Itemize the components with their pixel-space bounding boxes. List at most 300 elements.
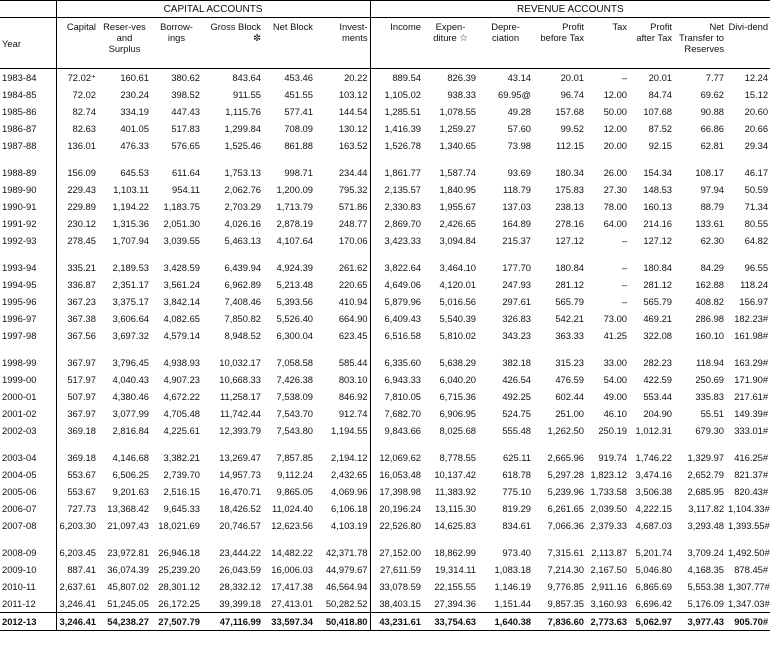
cell-expenditure: 1,587.74 <box>439 167 477 178</box>
cell-profit-before-tax: 7,836.60 <box>533 613 586 631</box>
cell-tax: – <box>621 235 628 246</box>
cell-depreciation: 973.40 <box>502 547 532 558</box>
cell-profit-after-tax: 87.52 <box>648 123 673 134</box>
cell-expenditure: 938.33 <box>447 89 477 100</box>
cell-depreciation: 618.78 <box>502 469 532 480</box>
cell-capital: 367.97 <box>56 354 98 371</box>
cell-net-block: 9,865.05 <box>276 486 313 497</box>
table-row <box>0 422 770 439</box>
cell-reserves: 51,245.05 <box>107 598 149 609</box>
cell-profit-before-tax: 542.21 <box>555 313 585 324</box>
cell-profit-after-tax: 148.53 <box>643 184 673 195</box>
cell-depreciation: 555.48 <box>502 425 532 436</box>
cell-net-transfer: 62.81 <box>700 140 725 151</box>
cell-dividend: 905.70# <box>726 613 770 631</box>
cell-reserves: 9,201.63 <box>112 486 149 497</box>
cell-reserves: 13,368.42 <box>107 503 149 514</box>
cell-net-transfer: 2,685.95 <box>687 486 725 497</box>
cell-reserves: 23,972.81 <box>107 547 149 558</box>
cell-profit-after-tax: 160.13 <box>643 201 673 212</box>
col-dividend: Divi-dend <box>726 18 770 69</box>
cell-net-block: 451.55 <box>284 89 313 100</box>
cell-year: 2008-09 <box>2 547 37 558</box>
cell-borrowings: 3,842.14 <box>163 296 200 307</box>
cell-dividend: 171.90# <box>734 374 769 385</box>
cell-net-block: 7,058.58 <box>276 357 313 368</box>
cell-expenditure: 3,094.84 <box>439 235 477 246</box>
cell-depreciation: 1,083.18 <box>494 564 532 575</box>
cell-profit-before-tax: 9,857.35 <box>547 598 585 609</box>
cell-profit-before-tax: 281.12 <box>555 279 585 290</box>
cell-year: 1993-94 <box>2 262 37 273</box>
cell-income: 2,869.70 <box>384 218 422 229</box>
cell-reserves: 160.61 <box>120 72 149 83</box>
cell-investments: 803.10 <box>315 371 370 388</box>
cell-net-block: 4,107.64 <box>276 235 313 246</box>
cell-profit-before-tax: 180.84 <box>555 262 585 273</box>
cell-income: 2,135.57 <box>384 184 422 195</box>
cell-capital: 278.45 <box>56 232 98 249</box>
cell-gross-block: 7,408.46 <box>224 296 261 307</box>
cell-tax: 49.00 <box>603 391 628 402</box>
cell-investments: 4,069.96 <box>315 483 370 500</box>
cell-borrowings: 3,428.59 <box>163 262 200 273</box>
cell-tax: – <box>621 296 628 307</box>
cell-net-block: 2,878.19 <box>276 218 313 229</box>
cell-income: 27,152.00 <box>379 547 422 558</box>
cell-investments: 4,103.19 <box>315 517 370 534</box>
cell-depreciation: 215.37 <box>502 235 532 246</box>
table-row <box>0 327 770 344</box>
cell-profit-after-tax: 154.34 <box>643 167 673 178</box>
cell-year: 1994-95 <box>2 279 37 290</box>
cell-profit-after-tax: 422.59 <box>643 374 673 385</box>
cell-gross-block: 843.64 <box>232 72 261 83</box>
col-reserves: Reser-ves and Surplus <box>98 18 151 69</box>
cell-reserves: 3,077.99 <box>112 408 149 419</box>
cell-income: 12,069.62 <box>379 452 422 463</box>
cell-gross-block: 1,753.13 <box>224 167 261 178</box>
cell-gross-block: 11,258.17 <box>219 391 261 402</box>
cell-gross-block: 18,426.52 <box>219 503 261 514</box>
cell-depreciation: 73.98 <box>507 140 532 151</box>
table-row <box>0 449 770 466</box>
cell-net-transfer: 5,176.09 <box>687 598 725 609</box>
cell-depreciation: 492.25 <box>502 391 532 402</box>
cell-gross-block: 5,463.13 <box>224 235 261 246</box>
cell-gross-block: 1,525.46 <box>224 140 261 151</box>
row-spacer <box>0 344 770 354</box>
cell-depreciation: 177.70 <box>502 262 532 273</box>
cell-year: 1988-89 <box>2 167 37 178</box>
cell-profit-after-tax: 92.15 <box>648 140 673 151</box>
cell-profit-after-tax: 107.68 <box>643 106 673 117</box>
cell-income: 20,196.24 <box>379 503 422 514</box>
cell-borrowings: 2,739.70 <box>163 469 200 480</box>
cell-income: 43,231.61 <box>370 613 423 631</box>
cell-profit-before-tax: 180.34 <box>555 167 585 178</box>
cell-net-transfer: 286.98 <box>695 313 725 324</box>
cell-capital: 887.41 <box>56 561 98 578</box>
cell-net-transfer: 108.17 <box>695 167 725 178</box>
table-row <box>0 371 770 388</box>
cell-borrowings: 3,039.55 <box>163 235 200 246</box>
cell-year: 1991-92 <box>2 218 37 229</box>
cell-income: 27,611.59 <box>380 564 422 575</box>
cell-tax: 78.00 <box>603 201 628 212</box>
cell-income: 1,105.02 <box>384 89 422 100</box>
cell-dividend: 161.98# <box>734 330 769 341</box>
capital-accounts-heading: CAPITAL ACCOUNTS <box>56 1 370 18</box>
cell-year: 1983-84 <box>2 72 37 83</box>
cell-profit-before-tax: 2,665.96 <box>547 452 585 463</box>
cell-profit-after-tax: 1,746.22 <box>635 452 673 463</box>
cell-borrowings: 18,021.69 <box>158 520 200 531</box>
cell-reserves: 1,194.22 <box>112 201 149 212</box>
cell-profit-after-tax: 469.21 <box>643 313 673 324</box>
col-profit-after-tax: Profit after Tax <box>629 18 674 69</box>
cell-net-block: 6,300.04 <box>276 330 313 341</box>
cell-profit-before-tax: 7,315.61 <box>547 547 585 558</box>
table-row <box>0 120 770 137</box>
col-profit-before-tax: Profit before Tax <box>533 18 586 69</box>
cell-gross-block: 6,439.94 <box>224 262 261 273</box>
cell-dividend: 156.97 <box>739 296 769 307</box>
cell-borrowings: 4,907.23 <box>163 374 200 385</box>
cell-profit-before-tax: 9,776.85 <box>547 581 585 592</box>
year-group-cell <box>0 1 56 18</box>
cell-profit-before-tax: 20.01 <box>560 72 585 83</box>
cell-investments: 163.52 <box>315 137 370 154</box>
cell-net-block: 16,006.03 <box>271 564 313 575</box>
cell-net-transfer: 3,117.82 <box>688 503 725 514</box>
cell-expenditure: 1,340.65 <box>439 140 477 151</box>
cell-dividend: 163.29# <box>734 357 769 368</box>
cell-tax: – <box>621 279 628 290</box>
cell-reserves: 36,074.39 <box>107 564 149 575</box>
cell-capital: 369.18 <box>56 422 98 439</box>
cell-reserves: 1,103.11 <box>113 184 149 195</box>
cell-investments: 664.90 <box>315 310 370 327</box>
cell-gross-block: 23,444.22 <box>219 547 261 558</box>
cell-profit-after-tax: 6,865.69 <box>635 581 673 592</box>
cell-investments: 585.44 <box>315 354 370 371</box>
col-gross-block: Gross Block ✼ <box>202 18 263 69</box>
cell-depreciation: 57.60 <box>507 123 532 134</box>
cell-tax: 2,379.33 <box>590 520 628 531</box>
cell-net-block: 453.46 <box>284 72 313 83</box>
cell-tax: – <box>621 72 628 83</box>
cell-reserves: 2,816.84 <box>112 425 149 436</box>
cell-reserves: 401.05 <box>120 123 149 134</box>
cell-income: 6,409.43 <box>384 313 422 324</box>
group-header-row <box>0 1 770 18</box>
cell-investments: 571.86 <box>315 198 370 215</box>
cell-net-transfer: 250.69 <box>695 374 725 385</box>
cell-depreciation: 297.61 <box>502 296 532 307</box>
cell-expenditure: 1,840.95 <box>439 184 477 195</box>
row-spacer <box>0 154 770 164</box>
cell-borrowings: 26,946.18 <box>158 547 200 558</box>
cell-depreciation: 1,151.44 <box>494 598 532 609</box>
cell-profit-before-tax: 157.68 <box>555 106 585 117</box>
cell-gross-block: 2,703.29 <box>224 201 261 212</box>
cell-profit-after-tax: 282.23 <box>643 357 673 368</box>
cell-depreciation: 382.18 <box>502 357 532 368</box>
cell-tax: 26.00 <box>603 167 628 178</box>
cell-gross-block: 1,299.84 <box>224 123 261 134</box>
cell-net-transfer: 3,709.24 <box>687 547 725 558</box>
cell-tax: 46.10 <box>603 408 628 419</box>
cell-profit-after-tax: 127.12 <box>643 235 673 246</box>
cell-reserves: 4,146.68 <box>112 452 149 463</box>
cell-income: 4,649.06 <box>384 279 422 290</box>
cell-profit-before-tax: 7,214.30 <box>547 564 585 575</box>
cell-depreciation: 43.14 <box>507 72 532 83</box>
cell-gross-block: 10,032.17 <box>219 357 261 368</box>
col-capital: Capital <box>56 18 98 69</box>
cell-investments: 42,371.78 <box>315 544 370 561</box>
cell-reserves: 45,807.02 <box>107 581 149 592</box>
cell-profit-after-tax: 5,201.74 <box>635 547 673 558</box>
cell-reserves: 4,380.46 <box>112 391 149 402</box>
cell-dividend: 1,393.55# <box>728 520 770 531</box>
cell-gross-block: 911.55 <box>233 89 261 100</box>
cell-borrowings: 27,507.79 <box>151 613 202 631</box>
cell-investments: 912.74 <box>315 405 370 422</box>
cell-capital: 72.02⁺ <box>56 69 98 87</box>
cell-net-block: 12,623.56 <box>271 520 313 531</box>
cell-investments: 170.06 <box>315 232 370 249</box>
cell-income: 1,416.39 <box>384 123 422 134</box>
cell-investments: 623.45 <box>315 327 370 344</box>
cell-borrowings: 398.52 <box>171 89 200 100</box>
cell-net-transfer: 90.88 <box>700 106 725 117</box>
cell-gross-block: 4,026.16 <box>224 218 261 229</box>
cell-investments: 846.92 <box>315 388 370 405</box>
cell-investments: 6,106.18 <box>315 500 370 517</box>
row-spacer <box>0 439 770 449</box>
cell-net-transfer: 160.10 <box>695 330 725 341</box>
cell-year: 1995-96 <box>2 296 37 307</box>
cell-gross-block: 6,962.89 <box>224 279 261 290</box>
cell-borrowings: 4,705.48 <box>163 408 200 419</box>
cell-profit-after-tax: 5,062.97 <box>629 613 674 631</box>
cell-gross-block: 39,399.18 <box>219 598 261 609</box>
cell-gross-block: 1,115.76 <box>225 106 261 117</box>
cell-profit-before-tax: 96.74 <box>560 89 585 100</box>
table-row <box>0 561 770 578</box>
cell-dividend: 149.39# <box>734 408 769 419</box>
cell-reserves: 645.53 <box>120 167 149 178</box>
cell-profit-after-tax: 6,696.42 <box>635 598 673 609</box>
table-row <box>0 198 770 215</box>
cell-borrowings: 3,561.24 <box>163 279 200 290</box>
cell-expenditure: 1,078.55 <box>439 106 477 117</box>
cell-dividend: 878.45# <box>734 564 769 575</box>
cell-expenditure: 2,426.65 <box>439 218 477 229</box>
cell-profit-before-tax: 315.23 <box>555 357 585 368</box>
table-row <box>0 137 770 154</box>
table-row <box>0 578 770 595</box>
cell-income: 33,078.59 <box>379 581 422 592</box>
cell-expenditure: 1,259.27 <box>439 123 477 134</box>
cell-gross-block: 2,062.76 <box>224 184 261 195</box>
cell-tax: 27.30 <box>603 184 628 195</box>
cell-dividend: 416.25# <box>734 452 769 463</box>
cell-net-transfer: 4,168.35 <box>687 564 725 575</box>
cell-tax: 2,911.16 <box>591 581 628 592</box>
cell-borrowings: 517.83 <box>171 123 200 134</box>
cell-borrowings: 4,938.93 <box>163 357 200 368</box>
cell-net-block: 1,713.79 <box>276 201 313 212</box>
cell-dividend: 821.37# <box>734 469 769 480</box>
cell-depreciation: 93.69 <box>507 167 532 178</box>
cell-expenditure: 8,025.68 <box>439 425 477 436</box>
cell-net-transfer: 1,329.97 <box>687 452 725 463</box>
cell-net-block: 14,482.22 <box>271 547 313 558</box>
cell-dividend: 20.66 <box>744 123 769 134</box>
cell-gross-block: 13,269.47 <box>219 452 261 463</box>
cell-investments: 103.12 <box>315 86 370 103</box>
table-row <box>0 483 770 500</box>
cell-expenditure: 8,778.55 <box>439 452 477 463</box>
cell-dividend: 71.34 <box>744 201 769 212</box>
cell-year: 1987-88 <box>2 140 37 151</box>
cell-year: 1996-97 <box>2 313 37 324</box>
cell-borrowings: 3,382.21 <box>163 452 200 463</box>
cell-depreciation: 775.10 <box>502 486 532 497</box>
cell-investments: 220.65 <box>315 276 370 293</box>
cell-dividend: 12.24 <box>744 72 769 83</box>
cell-capital: 136.01 <box>56 137 98 154</box>
cell-tax: 250.19 <box>598 425 628 436</box>
cell-gross-block: 16,470.71 <box>219 486 261 497</box>
cell-year: 1984-85 <box>2 89 37 100</box>
cell-net-block: 7,426.38 <box>276 374 313 385</box>
cell-year: 2010-11 <box>2 581 36 592</box>
cell-profit-after-tax: 4,687.03 <box>635 520 673 531</box>
cell-reserves: 4,040.43 <box>112 374 149 385</box>
table-row <box>0 544 770 561</box>
cell-profit-before-tax: 5,297.28 <box>547 469 585 480</box>
cell-profit-before-tax: 5,239.96 <box>547 486 585 497</box>
cell-reserves: 334.19 <box>120 106 149 117</box>
cell-expenditure: 14,625.83 <box>434 520 477 531</box>
cell-tax: – <box>621 262 628 273</box>
cell-profit-before-tax: 363.33 <box>555 330 585 341</box>
cell-reserves: 2,189.53 <box>112 262 149 273</box>
cell-depreciation: 49.28 <box>507 106 532 117</box>
cell-capital: 82.63 <box>56 120 98 137</box>
cell-expenditure: 5,638.29 <box>439 357 477 368</box>
cell-year: 2002-03 <box>2 425 37 436</box>
cell-income: 3,822.64 <box>384 262 422 273</box>
cell-capital: 2,637.61 <box>56 578 98 595</box>
col-net-block: Net Block <box>263 18 315 69</box>
cell-investments: 50,418.80 <box>315 613 370 631</box>
cell-income: 1,285.51 <box>384 106 422 117</box>
table-row <box>0 164 770 181</box>
cell-depreciation: 118.79 <box>503 184 532 195</box>
cell-profit-before-tax: 7,066.36 <box>547 520 585 531</box>
cell-reserves: 3,375.17 <box>112 296 149 307</box>
cell-capital: 367.38 <box>56 310 98 327</box>
cell-investments: 248.77 <box>315 215 370 232</box>
cell-capital: 230.12 <box>56 215 98 232</box>
cell-net-transfer: 118.94 <box>696 357 725 368</box>
cell-investments: 410.94 <box>315 293 370 310</box>
cell-profit-before-tax: 251.00 <box>555 408 585 419</box>
cell-investments: 44,979.67 <box>315 561 370 578</box>
cell-profit-after-tax: 204.90 <box>643 408 673 419</box>
cell-borrowings: 611.64 <box>172 167 200 178</box>
cell-capital: 553.67 <box>56 483 98 500</box>
row-spacer <box>0 534 770 544</box>
cell-expenditure: 27,394.36 <box>434 598 477 609</box>
cell-reserves: 54,238.27 <box>98 613 151 631</box>
cell-dividend: 64.82 <box>744 235 769 246</box>
cell-year: 2000-01 <box>2 391 37 402</box>
cell-gross-block: 28,332.12 <box>219 581 261 592</box>
cell-borrowings: 380.62 <box>171 72 200 83</box>
cell-tax: 12.00 <box>603 89 628 100</box>
cell-capital: 3,246.41 <box>56 595 98 613</box>
cell-year: 1986-87 <box>2 123 37 134</box>
table-row <box>0 354 770 371</box>
cell-depreciation: 1,146.19 <box>494 581 532 592</box>
cell-reserves: 21,097.43 <box>107 520 149 531</box>
cell-borrowings: 26,172.25 <box>158 598 200 609</box>
cell-income: 6,335.60 <box>384 357 422 368</box>
cell-investments: 20.22 <box>315 69 370 87</box>
cell-net-transfer: 62.30 <box>700 235 725 246</box>
cell-tax: 41.25 <box>603 330 628 341</box>
table-row <box>0 293 770 310</box>
cell-net-block: 33,597.34 <box>263 613 315 631</box>
cell-tax: 20.00 <box>603 140 628 151</box>
cell-net-transfer: 55.51 <box>700 408 725 419</box>
cell-expenditure: 6,715.36 <box>439 391 477 402</box>
cell-tax: 12.00 <box>603 123 628 134</box>
cell-year: 2007-08 <box>2 520 37 531</box>
cell-expenditure: 10,137.42 <box>434 469 477 480</box>
cell-expenditure: 5,016.56 <box>439 296 477 307</box>
table-row <box>0 388 770 405</box>
cell-year: 2012-13 <box>0 613 56 631</box>
cell-depreciation: 524.75 <box>502 408 532 419</box>
cell-net-transfer: 66.86 <box>700 123 725 134</box>
cell-capital: 6,203.30 <box>56 517 98 534</box>
cell-income: 7,810.05 <box>384 391 422 402</box>
cell-reserves: 1,315.36 <box>112 218 149 229</box>
cell-gross-block: 11,742.44 <box>219 408 261 419</box>
cell-capital: 507.97 <box>56 388 98 405</box>
cell-capital: 156.09 <box>56 164 98 181</box>
cell-reserves: 2,351.17 <box>112 279 149 290</box>
cell-expenditure: 13,115.30 <box>435 503 477 514</box>
cell-income: 17,398.98 <box>379 486 422 497</box>
cell-borrowings: 576.65 <box>171 140 200 151</box>
cell-dividend: 50.59 <box>744 184 769 195</box>
cell-tax: 50.00 <box>603 106 628 117</box>
cell-net-transfer: 7.77 <box>705 72 725 83</box>
cell-profit-before-tax: 238.13 <box>555 201 585 212</box>
cell-profit-after-tax: 565.79 <box>643 296 673 307</box>
cell-net-block: 7,538.09 <box>276 391 313 402</box>
cell-net-block: 9,112.24 <box>277 469 313 480</box>
table-body <box>0 69 770 631</box>
